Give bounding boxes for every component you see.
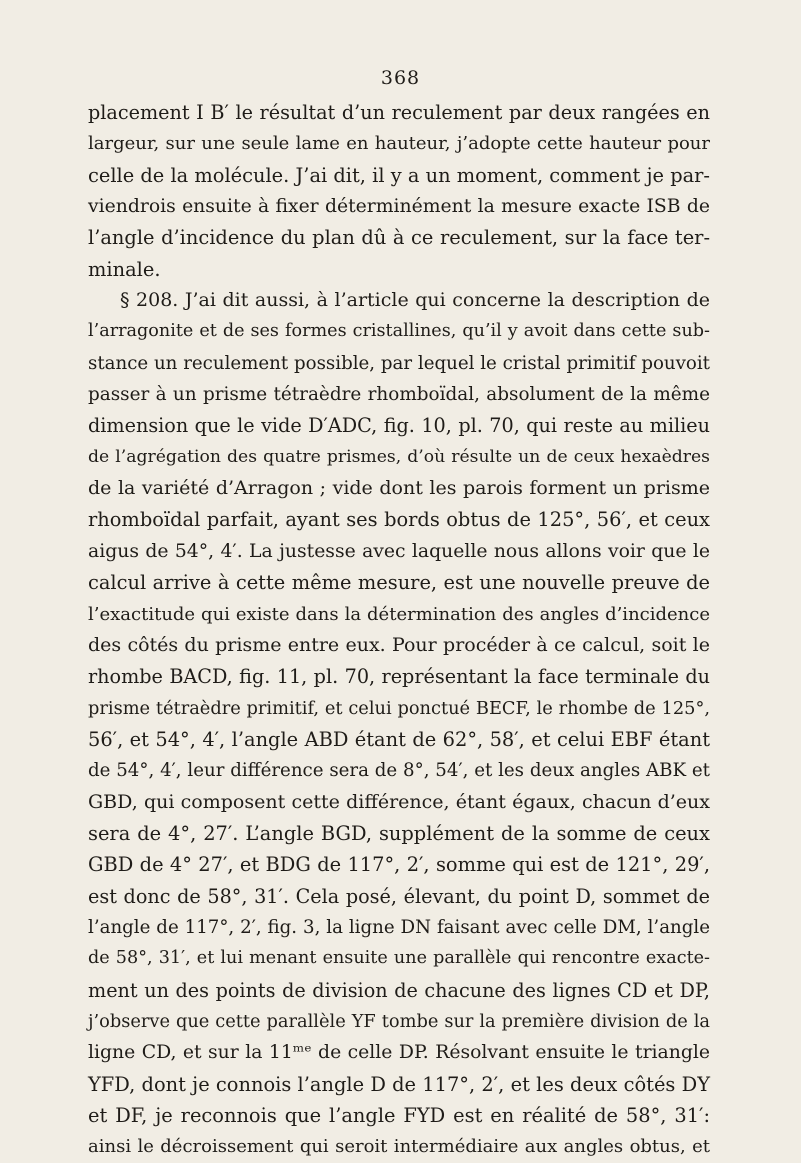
page-number: 368 bbox=[380, 67, 421, 89]
text-line: 56′, et 54°, 4′, l’angle ABD étant de 62°, 58′, et celui EBF étant bbox=[88, 727, 710, 751]
text-line: ainsi le décroissement qui seroit intermédiaire aux angles obtus, et bbox=[88, 1136, 710, 1158]
text-line: calcul arrive à cette même mesure, est une nouvelle preuve de bbox=[88, 571, 710, 595]
text-line: de la variété d’Arragon ; vide dont les parois forment un prisme bbox=[88, 477, 710, 500]
body-text bbox=[88, 97, 710, 1163]
text-line: est donc de 58°, 31′. Cela posé, élevant, du point D, sommet de bbox=[88, 884, 710, 908]
text-line: YFD, dont je connois l’angle D de 117°, 2′, et les deux côtés DY bbox=[88, 1072, 710, 1096]
text-line: ment un des points de division de chacune des lignes CD et DP, bbox=[88, 978, 710, 1002]
text-line: rhombe BACD, fig. 11, pl. 70, représentant la face terminale du bbox=[88, 665, 710, 689]
text-line: prisme tétraèdre primitif, et celui ponctué BECF, le rhombe de 125°, bbox=[88, 697, 710, 719]
text-line: des côtés du prisme entre eux. Pour procéder à ce calcul, soit le bbox=[88, 633, 710, 656]
text-line: placement I B′ le résultat d’un reculement par deux rangées en bbox=[88, 101, 710, 124]
text-line: largeur, sur une seule lame en hauteur, j’adopte cette hauteur pour bbox=[88, 133, 710, 155]
text-line: GBD, qui composent cette différence, étant égaux, chacun d’eux bbox=[88, 790, 710, 813]
text-line: de 54°, 4′, leur différence sera de 8°, 54′, et les deux angles ABK et bbox=[88, 760, 710, 782]
text-line: passer à un prisme tétraèdre rhomboïdal, absolument de la même bbox=[88, 384, 710, 406]
text-line: l’exactitude qui existe dans la détermination des angles d’incidence bbox=[88, 603, 710, 625]
text-line: celle de la molécule. J’ai dit, il y a un moment, comment je par- bbox=[88, 163, 710, 187]
text-line: l’angle de 117°, 2′, fig. 3, la ligne DN faisant avec celle DM, l’angle bbox=[88, 916, 710, 938]
text-line: et DF, je reconnois que l’angle FYD est en réalité de 58°, 31′: bbox=[88, 1104, 710, 1127]
text-line: dimension que le vide D′ADC, fig. 10, pl. 70, qui reste au milieu bbox=[88, 414, 710, 438]
text-line: de l’agrégation des quatre prismes, d’où résulte un de ceux hexaèdres bbox=[88, 446, 710, 467]
text-line: viendrois ensuite à fixer déterminément la mesure exacte ISB de bbox=[88, 196, 710, 218]
text-line: l’angle d’incidence du plan dû à ce reculement, sur la face ter- bbox=[88, 226, 710, 250]
text-line: minale. bbox=[88, 257, 161, 281]
text-line: rhomboïdal parfait, ayant ses bords obtus de 125°, 56′, et ceux bbox=[88, 508, 710, 532]
text-line: j’observe que cette parallèle YF tombe sur la première division de la bbox=[88, 1010, 710, 1032]
text-line: ligne CD, et sur la 11ᵐᵉ de celle DP. Résolvant ensuite le triangle bbox=[88, 1042, 710, 1064]
text-line: aigus de 54°, 4′. La justesse avec laquelle nous allons voir que le bbox=[88, 540, 710, 562]
text-line: GBD de 4° 27′, et BDG de 117°, 2′, somme qui est de 121°, 29′, bbox=[88, 853, 710, 877]
text-line: stance un reculement possible, par lequel le cristal primitif pouvoit bbox=[88, 352, 710, 374]
text-line: sera de 4°, 27′. L’angle BGD, supplément de la somme de ceux bbox=[88, 821, 710, 845]
text-line: de 58°, 31′, et lui menant ensuite une parallèle qui rencontre exacte- bbox=[88, 948, 710, 969]
text-line: l’arragonite et de ses formes cristallines, qu’il y avoit dans cette sub- bbox=[88, 321, 710, 342]
text-line: § 208. J’ai dit aussi, à l’article qui concerne la description de bbox=[120, 289, 710, 312]
